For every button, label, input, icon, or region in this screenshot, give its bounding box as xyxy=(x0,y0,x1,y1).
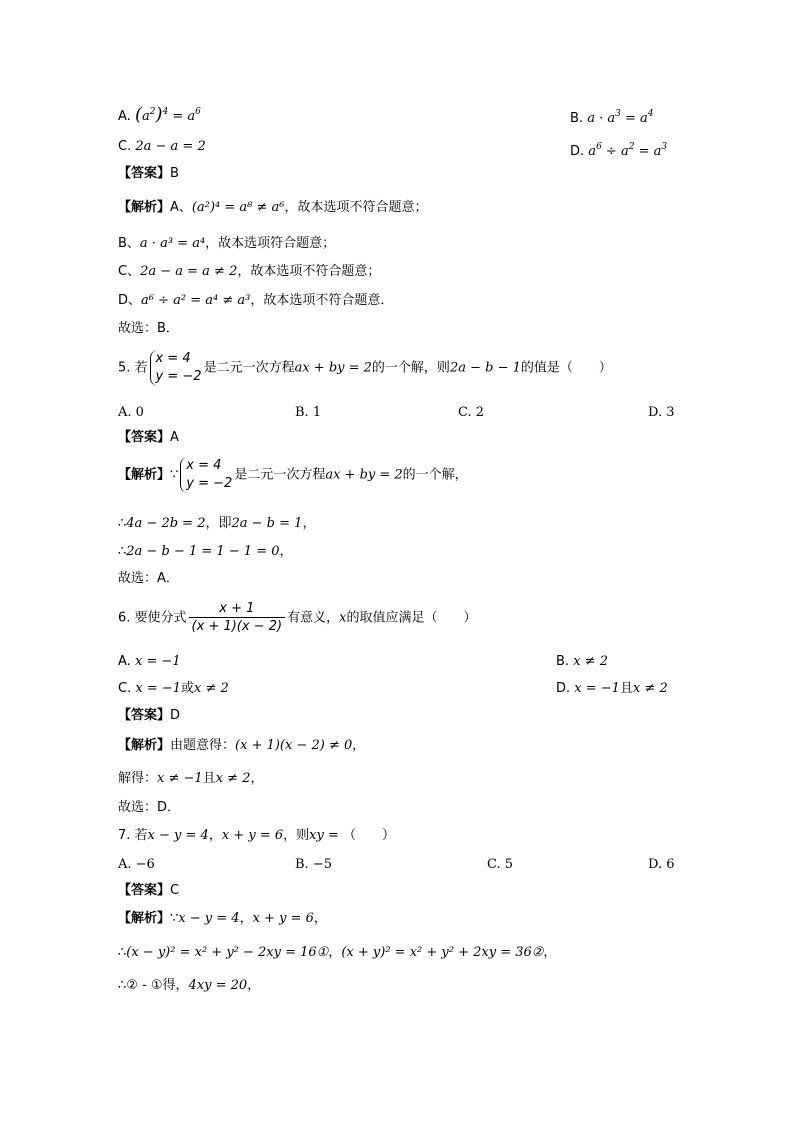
option-label: D. xyxy=(570,144,585,159)
q4-option-b xyxy=(570,105,654,128)
q7-stem: 7. 若x − y = 4，x + y = 6，则xy = （ ） xyxy=(118,828,395,843)
q7-step2: ∴② - ①得，4xy = 20， xyxy=(118,978,261,993)
q5-analysis: 【解析】∵ x = 4 y = −2 是二元一次方程ax + by = 2的一个解， xyxy=(118,458,468,491)
q7-answer: 【答案】C xyxy=(118,883,180,898)
q5-option-c: C. 2 xyxy=(458,405,485,420)
q4-option-d xyxy=(570,138,667,161)
option-label: B. xyxy=(570,111,584,126)
option-label: A. xyxy=(118,109,131,124)
q4-analysis-b: B、a · a³ = a⁴，故本选项符合题意； xyxy=(118,236,336,251)
q4-choose: 故选：B． xyxy=(118,321,179,336)
q6-stem: 6. 要使分式 $\frac{x + 1}{(x + 1)(x - 2)}$ 有意义，x的取值应满足（ ） xyxy=(118,601,477,634)
q5-step1: ∴4a − 2b = 2，即2a − b = 1， xyxy=(118,516,316,531)
q4-answer: 【答案】B xyxy=(118,166,179,181)
q4-option-a xyxy=(118,103,201,126)
equation-system: x = 4 y = −2 xyxy=(180,457,232,493)
option-label: C. xyxy=(118,139,132,154)
q6-choose: 故选：D． xyxy=(118,800,181,815)
option-math: $(a^2)^4 = a^6$ xyxy=(134,104,201,125)
q4-analysis-d: D、a⁶ ÷ a² = a⁴ ≠ a³，故本选项不符合题意． xyxy=(118,293,394,308)
q4-analysis-c: C、2a − a = a ≠ 2，故本选项不符合题意； xyxy=(118,264,381,279)
q6-analysis: 【解析】由题意得：(x + 1)(x − 2) ≠ 0， xyxy=(118,738,366,753)
option-math: 2a − a = 2 xyxy=(135,139,206,154)
q5-option-a: A. 0 xyxy=(118,405,144,420)
q6-option-d: D. x = −1且x ≠ 2 xyxy=(556,681,668,696)
option-math: $a^6 \div a^2 = a^3$ xyxy=(588,142,668,159)
option-math: $a \cdot a^3 = a^4$ xyxy=(587,109,654,126)
q5-option-d: D. 3 xyxy=(648,405,675,420)
equation-system: x = 4 y = −2 xyxy=(150,350,202,386)
fraction: $\frac{x + 1}{(x + 1)(x - 2)}$ xyxy=(189,600,286,636)
q6-option-c: C. x = −1或x ≠ 2 xyxy=(118,681,229,696)
q7-option-a: A. −6 xyxy=(118,857,155,872)
q4-analysis-a: 【解析】A、(a²)⁴ = a⁸ ≠ a⁶，故本选项不符合题意； xyxy=(118,200,428,215)
q6-option-a: A. x = −1 xyxy=(118,654,181,669)
q6-answer: 【答案】D xyxy=(118,708,181,723)
q7-step1: ∴(x − y)² = x² + y² − 2xy = 16①，(x + y)² = x² + y² + 2xy = 36②， xyxy=(118,945,557,960)
q7-option-d: D. 6 xyxy=(648,857,675,872)
q7-option-c: C. 5 xyxy=(487,857,514,872)
q5-option-b: B. 1 xyxy=(295,405,322,420)
q5-stem: 5. 若 x = 4 y = −2 是二元一次方程ax + by = 2的一个解，则2a − b − 1的值是（ ） xyxy=(118,351,612,384)
q6-option-b: B. x ≠ 2 xyxy=(556,654,608,669)
q5-choose: 故选：A． xyxy=(118,571,179,586)
q4-option-c xyxy=(118,138,206,156)
q5-step2: ∴2a − b − 1 = 1 − 1 = 0， xyxy=(118,544,293,559)
q7-option-b: B. −5 xyxy=(295,857,332,872)
q7-analysis: 【解析】∵x − y = 4，x + y = 6， xyxy=(118,911,327,926)
q6-solve: 解得：x ≠ −1且x ≠ 2， xyxy=(118,771,264,786)
q5-answer: 【答案】A xyxy=(118,430,179,445)
